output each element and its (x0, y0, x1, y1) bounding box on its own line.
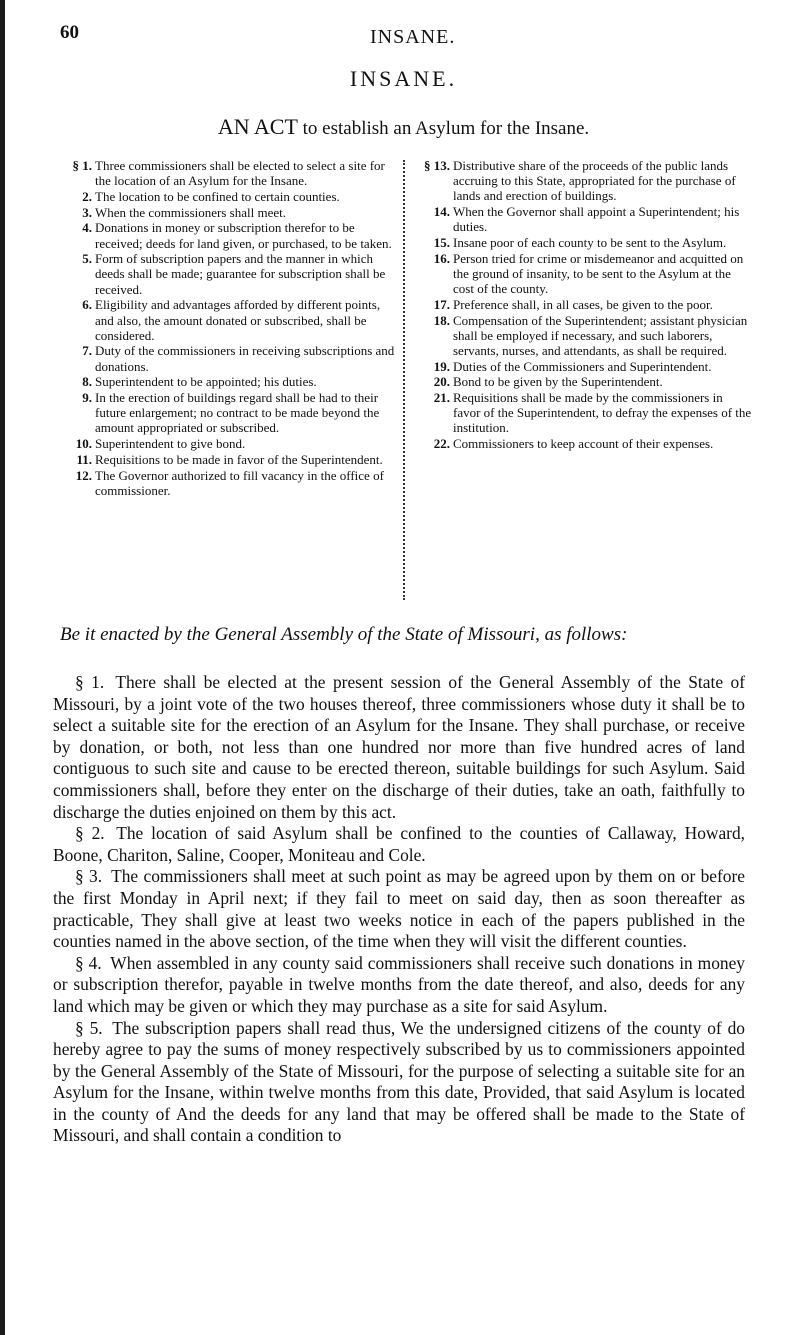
syllabus-num: 20. (433, 374, 450, 390)
section-number: § 5. (75, 1017, 103, 1038)
syllabus-num: 3. (82, 204, 92, 220)
syllabus-text: The Governor authorized to fill vacancy in the office of commissioner. (95, 467, 384, 498)
act-body (53, 672, 745, 1147)
syllabus-text: Compensation of the Superintendent; assistant physician shall be employed if necessary, and such laborers, servants, nurses, and attendants, as shall be required. (453, 312, 748, 358)
syllabus-item (418, 158, 752, 204)
syllabus-text: Person tried for crime or misdemeanor and acquitted on the ground of insanity, to be sent to the Asylum at the cost of the county. (453, 250, 744, 297)
syllabus-item (60, 251, 398, 297)
syllabus-num: 19. (433, 358, 450, 374)
syllabus-item (60, 297, 398, 343)
syllabus-column-divider (403, 160, 405, 600)
syllabus-item (418, 436, 752, 451)
syllabus-num: 7. (82, 343, 92, 359)
syllabus-item (60, 158, 398, 188)
syllabus-text: Duty of the commissioners in receiving subscriptions and donations. (95, 343, 395, 374)
syllabus-text: Form of subscription papers and the manner in which deeds shall be made; guarantee for subscription shall be received. (95, 251, 386, 297)
syllabus-text: When the Governor shall appoint a Superintendent; his duties. (453, 204, 740, 235)
syllabus-text: When the commissioners shall meet. (95, 204, 286, 220)
syllabus-text: Insane poor of each county to be sent to the Asylum. (453, 235, 727, 251)
syllabus-item (418, 204, 752, 234)
syllabus-item (418, 297, 752, 312)
syllabus-item (60, 343, 398, 373)
syllabus-item (418, 390, 752, 436)
page-number: 60 (60, 22, 79, 43)
running-head: INSANE. (370, 26, 456, 48)
syllabus-text: Duties of the Commissioners and Superintendent. (453, 358, 712, 374)
syllabus-item (60, 390, 398, 436)
section-number: § 2. (75, 823, 105, 844)
syllabus-num: 8. (82, 374, 92, 390)
syllabus-text: Preference shall, in all cases, be given to the poor. (453, 296, 713, 312)
act-title-rest: to establish an Asylum for the Insane. (302, 118, 590, 139)
syllabus-text: In the erection of buildings regard shall be had to their future enlargement; no contract to be made beyond the amount appropriated or subscribed. (95, 390, 380, 436)
syllabus-item (418, 374, 752, 389)
syllabus-num: 9. (82, 390, 92, 406)
syllabus-item (418, 251, 752, 297)
syllabus-num: 16. (433, 250, 450, 266)
syllabus-num: § 1. (72, 158, 92, 173)
section-text: When assembled in any county said commissioners shall receive such donations in money or subscription therefor, payable in twelve months from the date thereof, and also, deeds for any land which may be given or which they may purchase as a site for said Asylum. (53, 952, 745, 1016)
syllabus-num: 21. (433, 390, 450, 406)
syllabus-num: 11. (76, 451, 92, 467)
chapter-title: INSANE. (349, 66, 458, 91)
section-paragraph (53, 1018, 745, 1148)
syllabus-num: 18. (433, 312, 450, 328)
syllabus-text: Three commissioners shall be elected to select a site for the location of an Asylum for the Insane. (95, 158, 385, 189)
section-text: The location of said Asylum shall be confined to the counties of Callaway, Howard, Boone, Chariton, Saline, Cooper, Moniteau and Cole. (53, 823, 745, 865)
syllabus-text: Superintendent to give bond. (95, 436, 246, 452)
syllabus-num: § 13. (424, 158, 450, 173)
syllabus-num: 17. (433, 296, 450, 312)
syllabus-num: 12. (75, 467, 92, 483)
syllabus-text: Donations in money or subscription therefor to be received; deeds for land given, or purchased, to be taken. (95, 220, 392, 251)
syllabus-num: 4. (82, 220, 92, 236)
syllabus-item (60, 436, 398, 451)
syllabus-item (418, 359, 752, 374)
section-number: § 3. (75, 866, 103, 887)
syllabus-num: 5. (82, 251, 92, 267)
syllabus-text: Requisitions to be made in favor of the Superintendent. (95, 451, 383, 467)
syllabus-text: Eligibility and advantages afforded by different points, and also, the amount donated or subscribed, shall be considered. (95, 297, 381, 343)
syllabus-num: 10. (75, 436, 92, 452)
syllabus-num: 15. (433, 235, 450, 251)
syllabus-item (60, 220, 398, 250)
syllabus-item (60, 205, 398, 220)
syllabus-text: Bond to be given by the Superintendent. (453, 374, 663, 390)
section-text: The commissioners shall meet at such point as may be agreed upon by them on or before the first Monday in April next; if they fail to meet on said day, then as soon thereafter as practicable, They shall give at least two weeks notice in each of the papers published in the counties named in the above section, of the time when they will visit the different counties. (53, 866, 745, 952)
syllabus-num: 6. (82, 297, 92, 313)
syllabus-text: Superintendent to be appointed; his duties. (95, 374, 317, 390)
syllabus-text: Requisitions shall be made by the commissioners in favor of the Superintendent, to defray the expenses of the institution. (453, 390, 752, 436)
enacting-clause: Be it enacted by the General Assembly of the State of Missouri, as follows: (60, 624, 628, 645)
section-paragraph (53, 672, 745, 823)
act-title-prefix: AN ACT (217, 114, 298, 139)
scan-edge (0, 0, 5, 1335)
syllabus-text: The location to be confined to certain counties. (95, 188, 340, 204)
syllabus-num: 14. (433, 204, 450, 220)
section-number: § 1. (75, 672, 105, 692)
syllabus-item (60, 374, 398, 389)
syllabus-text: Distributive share of the proceeds of the public lands accruing to this State, appropriated for the purchase of lands and erection of buildings. (453, 158, 736, 204)
section-number: § 4. (75, 952, 102, 973)
section-paragraph (53, 866, 745, 952)
syllabus-item (418, 313, 752, 359)
syllabus-item (60, 189, 398, 204)
syllabus-item (418, 235, 752, 250)
section-paragraph (53, 823, 745, 866)
act-title (0, 114, 807, 140)
syllabus-left-column (60, 158, 398, 498)
section-paragraph (53, 953, 745, 1018)
section-text: There shall be elected at the present session of the General Assembly of the State of Missouri, by a joint vote of the two houses thereof, three commissioners whose duty it shall be to select a suitable site for the erection of an Asylum for the Insane. They shall purchase, or receive by donation, or both, not less than one hundred nor more than five hundred acres of land contiguous to such site and cause to be erected thereon, suitable buildings for such Asylum. Said commissioners shall, before they enter on the discharge of their duties, take an oath, faithfully to discharge the duties enjoined on them by this act. (53, 672, 745, 822)
syllabus-text: Commissioners to keep account of their expenses. (453, 436, 714, 452)
syllabus-item (60, 452, 398, 467)
syllabus-right-column (418, 158, 752, 452)
syllabus-num: 2. (82, 188, 92, 204)
syllabus-item (60, 468, 398, 498)
syllabus-num: 22. (433, 436, 450, 452)
section-text: The subscription papers shall read thus, We the undersigned citizens of the county of do hereby agree to pay the sums of money respectively subscribed by us to commissioners appointed by the General Assembly of the State of Missouri, for the purpose of selecting a suitable site for an Asylum for the Insane, within twelve months from this date, Provided, that said Asylum is located in the county of And the deeds for any land that may be offered shall be made to the State of Missouri, and shall contain a condition to (53, 1017, 745, 1146)
